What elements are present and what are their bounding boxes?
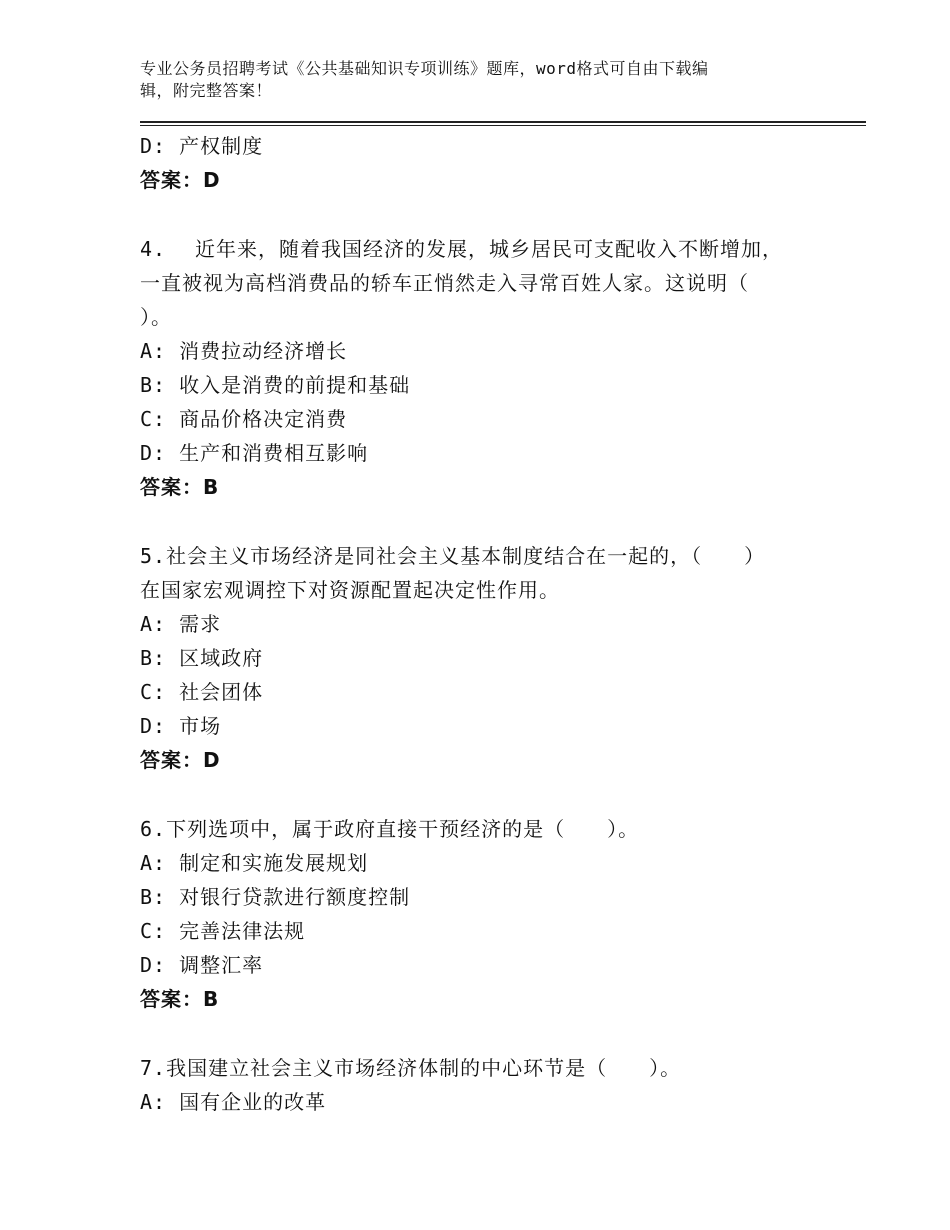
q4-number: 4. [140,237,167,261]
spacer [140,504,820,539]
spacer [140,1016,820,1051]
q5-answer: 答案：D [140,748,221,772]
q6-option-c: C: 完善法律法规 [140,919,306,943]
header-rule-thick [140,121,866,123]
q4-stem-text-1: 近年来，随着我国经济的发展，城乡居民可支配收入不断增加， [195,237,783,261]
q4-stem-line-2: 一直被视为高档消费品的轿车正悄然走入寻常百姓人家。这说明（ [140,271,749,295]
q4-option-a: A: 消费拉动经济增长 [140,339,348,363]
q5-option-d: D: 市场 [140,714,222,738]
q5-option-a: A: 需求 [140,612,222,636]
q4-option-d: D: 生产和消费相互影响 [140,441,369,465]
q3-answer: 答案：D [140,168,221,192]
q4-stem-line-3: ）。 [140,305,172,329]
q4-stem-line-1 [140,232,820,266]
q6-option-d: D: 调整汇率 [140,953,264,977]
q6-answer: 答案：B [140,987,220,1011]
q3-option-d: D: 产权制度 [140,134,264,158]
q6-option-b: B: 对银行贷款进行额度控制 [140,885,411,909]
q5-option-b: B: 区域政府 [140,646,264,670]
q7-stem-line-1: 7.我国建立社会主义市场经济体制的中心环节是（ ）。 [140,1056,682,1080]
q5-stem-line-2: 在国家宏观调控下对资源配置起决定性作用。 [140,578,560,602]
spacer [140,777,820,812]
q5-option-c: C: 社会团体 [140,680,264,704]
spacer [140,197,820,232]
q6-stem-line-1: 6.下列选项中，属于政府直接干预经济的是（ ）。 [140,817,640,841]
q4-answer: 答案：B [140,475,220,499]
question-list [140,129,820,1119]
header-rule-thin [140,125,866,126]
document-header [140,58,800,102]
header-line-1: 专业公务员招聘考试《公共基础知识专项训练》题库，word格式可自由下载编 [140,59,709,78]
q4-option-c: C: 商品价格决定消费 [140,407,348,431]
q4-option-b: B: 收入是消费的前提和基础 [140,373,411,397]
q7-option-a: A: 国有企业的改革 [140,1090,327,1114]
q6-option-a: A: 制定和实施发展规划 [140,851,369,875]
q5-stem-line-1: 5.社会主义市场经济是同社会主义基本制度结合在一起的，（ ） [140,544,766,568]
header-line-2: 辑，附完整答案！ [140,81,273,100]
